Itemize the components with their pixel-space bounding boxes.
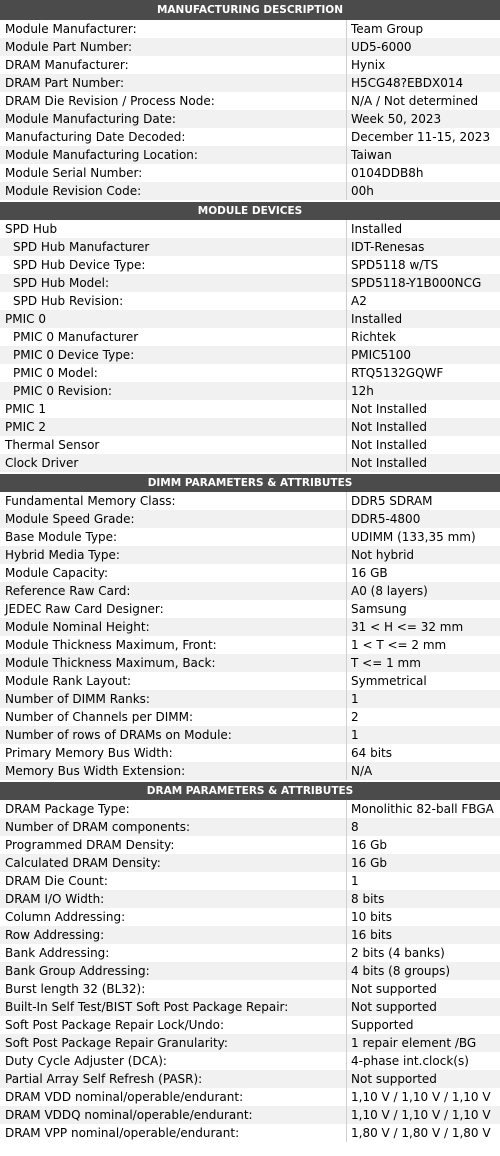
table-row xyxy=(0,38,500,56)
table-row xyxy=(0,636,500,654)
table-row xyxy=(0,164,500,182)
row-value: Installed xyxy=(351,222,403,236)
table-row xyxy=(0,836,500,854)
table-row xyxy=(0,454,500,472)
table-row xyxy=(0,944,500,962)
row-label: Number of DIMM Ranks: xyxy=(0,690,347,708)
table-row xyxy=(0,708,500,726)
row-value: 1 repair element /BG xyxy=(351,1036,477,1050)
row-label: Module Part Number: xyxy=(0,38,347,56)
table-row xyxy=(0,346,500,364)
row-label: PMIC 0 Device Type: xyxy=(0,346,347,364)
row-label: Bank Addressing: xyxy=(0,944,347,962)
row-value: Not Installed xyxy=(351,420,427,434)
row-value: N/A / Not determined xyxy=(351,94,479,108)
row-value: UD5-6000 xyxy=(351,40,412,54)
table-row xyxy=(0,726,500,744)
table-row xyxy=(0,1034,500,1052)
row-value: Not Installed xyxy=(351,438,427,452)
row-label: SPD Hub xyxy=(0,220,347,238)
row-label: PMIC 0 Manufacturer xyxy=(0,328,347,346)
table-row xyxy=(0,274,500,292)
section-module-devices xyxy=(0,200,500,472)
row-value: 4-phase int.clock(s) xyxy=(351,1054,469,1068)
row-value: 12h xyxy=(351,384,374,398)
section-rows xyxy=(0,20,500,200)
row-label: PMIC 0 xyxy=(0,310,347,328)
row-label: Module Capacity: xyxy=(0,564,347,582)
table-row xyxy=(0,56,500,74)
row-value: 16 GB xyxy=(351,566,388,580)
row-value: H5CG48?EBDX014 xyxy=(351,76,464,90)
row-value: 2 xyxy=(351,710,359,724)
row-value: DDR5-4800 xyxy=(351,512,421,526)
row-label: DRAM I/O Width: xyxy=(0,890,347,908)
row-label: Partial Array Self Refresh (PASR): xyxy=(0,1070,347,1088)
row-label: PMIC 2 xyxy=(0,418,347,436)
section-header: MODULE DEVICES xyxy=(0,200,500,220)
row-value: 2 bits (4 banks) xyxy=(351,946,445,960)
row-value: PMIC5100 xyxy=(351,348,412,362)
row-value: Symmetrical xyxy=(351,674,427,688)
row-value: SPD5118-Y1B000NCG xyxy=(351,276,482,290)
table-row xyxy=(0,492,500,510)
section-dimm-parameters-attributes xyxy=(0,472,500,780)
table-row xyxy=(0,1124,500,1142)
row-label: DRAM Part Number: xyxy=(0,74,347,92)
table-row xyxy=(0,762,500,780)
row-value: 10 bits xyxy=(351,910,392,924)
table-row xyxy=(0,1088,500,1106)
table-row xyxy=(0,564,500,582)
table-row xyxy=(0,220,500,238)
row-value: IDT-Renesas xyxy=(351,240,425,254)
table-row xyxy=(0,618,500,636)
row-label: Module Thickness Maximum, Back: xyxy=(0,654,347,672)
table-row xyxy=(0,872,500,890)
section-rows xyxy=(0,492,500,780)
row-label: SPD Hub Revision: xyxy=(0,292,347,310)
table-row xyxy=(0,908,500,926)
table-row xyxy=(0,998,500,1016)
section-rows xyxy=(0,220,500,472)
section-dram-parameters-attributes xyxy=(0,780,500,1142)
row-label: Number of rows of DRAMs on Module: xyxy=(0,726,347,744)
row-value: 1,10 V / 1,10 V / 1,10 V xyxy=(351,1090,491,1104)
section-header: MANUFACTURING DESCRIPTION xyxy=(0,0,500,20)
table-row xyxy=(0,110,500,128)
row-label: Number of DRAM components: xyxy=(0,818,347,836)
row-label: Module Revision Code: xyxy=(0,182,347,200)
table-row xyxy=(0,818,500,836)
table-row xyxy=(0,654,500,672)
row-label: Bank Group Addressing: xyxy=(0,962,347,980)
row-label: PMIC 0 Revision: xyxy=(0,382,347,400)
row-value: 1 < T <= 2 mm xyxy=(351,638,447,652)
row-label: JEDEC Raw Card Designer: xyxy=(0,600,347,618)
row-value: Richtek xyxy=(351,330,396,344)
row-value: Week 50, 2023 xyxy=(351,112,442,126)
row-label: DRAM VPP nominal/operable/endurant: xyxy=(0,1124,347,1142)
row-label: Manufacturing Date Decoded: xyxy=(0,128,347,146)
row-label: DRAM Package Type: xyxy=(0,800,347,818)
row-value: 8 bits xyxy=(351,892,385,906)
row-label: Soft Post Package Repair Lock/Undo: xyxy=(0,1016,347,1034)
table-row xyxy=(0,400,500,418)
row-label: Built-In Self Test/BIST Soft Post Package Repair: xyxy=(0,998,347,1016)
row-value: Monolithic 82-ball FBGA xyxy=(351,802,494,816)
table-row xyxy=(0,1106,500,1124)
row-value: 00h xyxy=(351,184,374,198)
table-row xyxy=(0,926,500,944)
row-value: T <= 1 mm xyxy=(351,656,421,670)
row-label: Number of Channels per DIMM: xyxy=(0,708,347,726)
row-value: SPD5118 w/TS xyxy=(351,258,439,272)
table-row xyxy=(0,528,500,546)
row-value: Not hybrid xyxy=(351,548,415,562)
table-row xyxy=(0,436,500,454)
row-label: SPD Hub Manufacturer xyxy=(0,238,347,256)
row-value: Hynix xyxy=(351,58,386,72)
table-row xyxy=(0,1070,500,1088)
row-label: Fundamental Memory Class: xyxy=(0,492,347,510)
table-row xyxy=(0,744,500,762)
row-label: Module Speed Grade: xyxy=(0,510,347,528)
table-row xyxy=(0,92,500,110)
table-row xyxy=(0,146,500,164)
table-row xyxy=(0,310,500,328)
row-value: Supported xyxy=(351,1018,414,1032)
table-row xyxy=(0,980,500,998)
row-value: December 11-15, 2023 xyxy=(351,130,491,144)
table-row xyxy=(0,1052,500,1070)
table-row xyxy=(0,582,500,600)
row-value: DDR5 SDRAM xyxy=(351,494,433,508)
table-row xyxy=(0,962,500,980)
row-value: Not Installed xyxy=(351,402,427,416)
row-label: DRAM VDD nominal/operable/endurant: xyxy=(0,1088,347,1106)
row-label: Row Addressing: xyxy=(0,926,347,944)
row-value: Not Installed xyxy=(351,456,427,470)
row-value: 64 bits xyxy=(351,746,392,760)
row-label: Module Nominal Height: xyxy=(0,618,347,636)
row-label: Burst length 32 (BL32): xyxy=(0,980,347,998)
row-value: UDIMM (133,35 mm) xyxy=(351,530,476,544)
table-row xyxy=(0,238,500,256)
row-value: 31 < H <= 32 mm xyxy=(351,620,464,634)
row-label: DRAM Manufacturer: xyxy=(0,56,347,74)
table-row xyxy=(0,1016,500,1034)
row-value: RTQ5132GQWF xyxy=(351,366,444,380)
table-row xyxy=(0,510,500,528)
table-row xyxy=(0,418,500,436)
row-label: DRAM Die Revision / Process Node: xyxy=(0,92,347,110)
table-row xyxy=(0,690,500,708)
table-row xyxy=(0,292,500,310)
row-label: Base Module Type: xyxy=(0,528,347,546)
table-row xyxy=(0,20,500,38)
row-value: Installed xyxy=(351,312,403,326)
row-label: Duty Cycle Adjuster (DCA): xyxy=(0,1052,347,1070)
row-label: Module Serial Number: xyxy=(0,164,347,182)
row-label: SPD Hub Device Type: xyxy=(0,256,347,274)
section-header: DIMM PARAMETERS & ATTRIBUTES xyxy=(0,472,500,492)
table-row xyxy=(0,546,500,564)
row-label: Soft Post Package Repair Granularity: xyxy=(0,1034,347,1052)
row-value: A0 (8 layers) xyxy=(351,584,428,598)
row-label: Primary Memory Bus Width: xyxy=(0,744,347,762)
row-value: Not supported xyxy=(351,982,437,996)
row-value: Not supported xyxy=(351,1000,437,1014)
table-row xyxy=(0,890,500,908)
row-label: DRAM Die Count: xyxy=(0,872,347,890)
row-value: N/A xyxy=(351,764,373,778)
table-row xyxy=(0,182,500,200)
section-rows xyxy=(0,800,500,1142)
row-value: 1 xyxy=(351,874,359,888)
row-value: Team Group xyxy=(351,22,424,36)
row-label: Memory Bus Width Extension: xyxy=(0,762,347,780)
row-value: 0104DDB8h xyxy=(351,166,424,180)
row-label: Calculated DRAM Density: xyxy=(0,854,347,872)
row-value: Samsung xyxy=(351,602,407,616)
table-row xyxy=(0,382,500,400)
table-row xyxy=(0,600,500,618)
row-label: PMIC 1 xyxy=(0,400,347,418)
row-label: Column Addressing: xyxy=(0,908,347,926)
section-manufacturing-description xyxy=(0,0,500,200)
row-value: Taiwan xyxy=(351,148,392,162)
row-label: DRAM VDDQ nominal/operable/endurant: xyxy=(0,1106,347,1124)
row-label: SPD Hub Model: xyxy=(0,274,347,292)
row-label: Module Thickness Maximum, Front: xyxy=(0,636,347,654)
table-row xyxy=(0,800,500,818)
row-value: 8 xyxy=(351,820,359,834)
row-label: Hybrid Media Type: xyxy=(0,546,347,564)
table-row xyxy=(0,328,500,346)
row-label: Programmed DRAM Density: xyxy=(0,836,347,854)
row-value: 1 xyxy=(351,728,359,742)
table-row xyxy=(0,672,500,690)
row-value: 16 Gb xyxy=(351,856,387,870)
row-label: Module Manufacturer: xyxy=(0,20,347,38)
table-row xyxy=(0,128,500,146)
row-value: 1,80 V / 1,80 V / 1,80 V xyxy=(351,1126,491,1140)
table-row xyxy=(0,256,500,274)
row-value: A2 xyxy=(351,294,367,308)
row-label: Module Manufacturing Location: xyxy=(0,146,347,164)
row-value: Not supported xyxy=(351,1072,437,1086)
row-value: 4 bits (8 groups) xyxy=(351,964,451,978)
row-label: Reference Raw Card: xyxy=(0,582,347,600)
row-value: 16 bits xyxy=(351,928,392,942)
table-row xyxy=(0,74,500,92)
row-label: Module Manufacturing Date: xyxy=(0,110,347,128)
row-value: 1,10 V / 1,10 V / 1,10 V xyxy=(351,1108,491,1122)
row-label: Module Rank Layout: xyxy=(0,672,347,690)
row-label: PMIC 0 Model: xyxy=(0,364,347,382)
table-row xyxy=(0,364,500,382)
row-label: Clock Driver xyxy=(0,454,347,472)
section-header: DRAM PARAMETERS & ATTRIBUTES xyxy=(0,780,500,800)
table-row xyxy=(0,854,500,872)
row-label: Thermal Sensor xyxy=(0,436,347,454)
row-value: 1 xyxy=(351,692,359,706)
row-value: 16 Gb xyxy=(351,838,387,852)
